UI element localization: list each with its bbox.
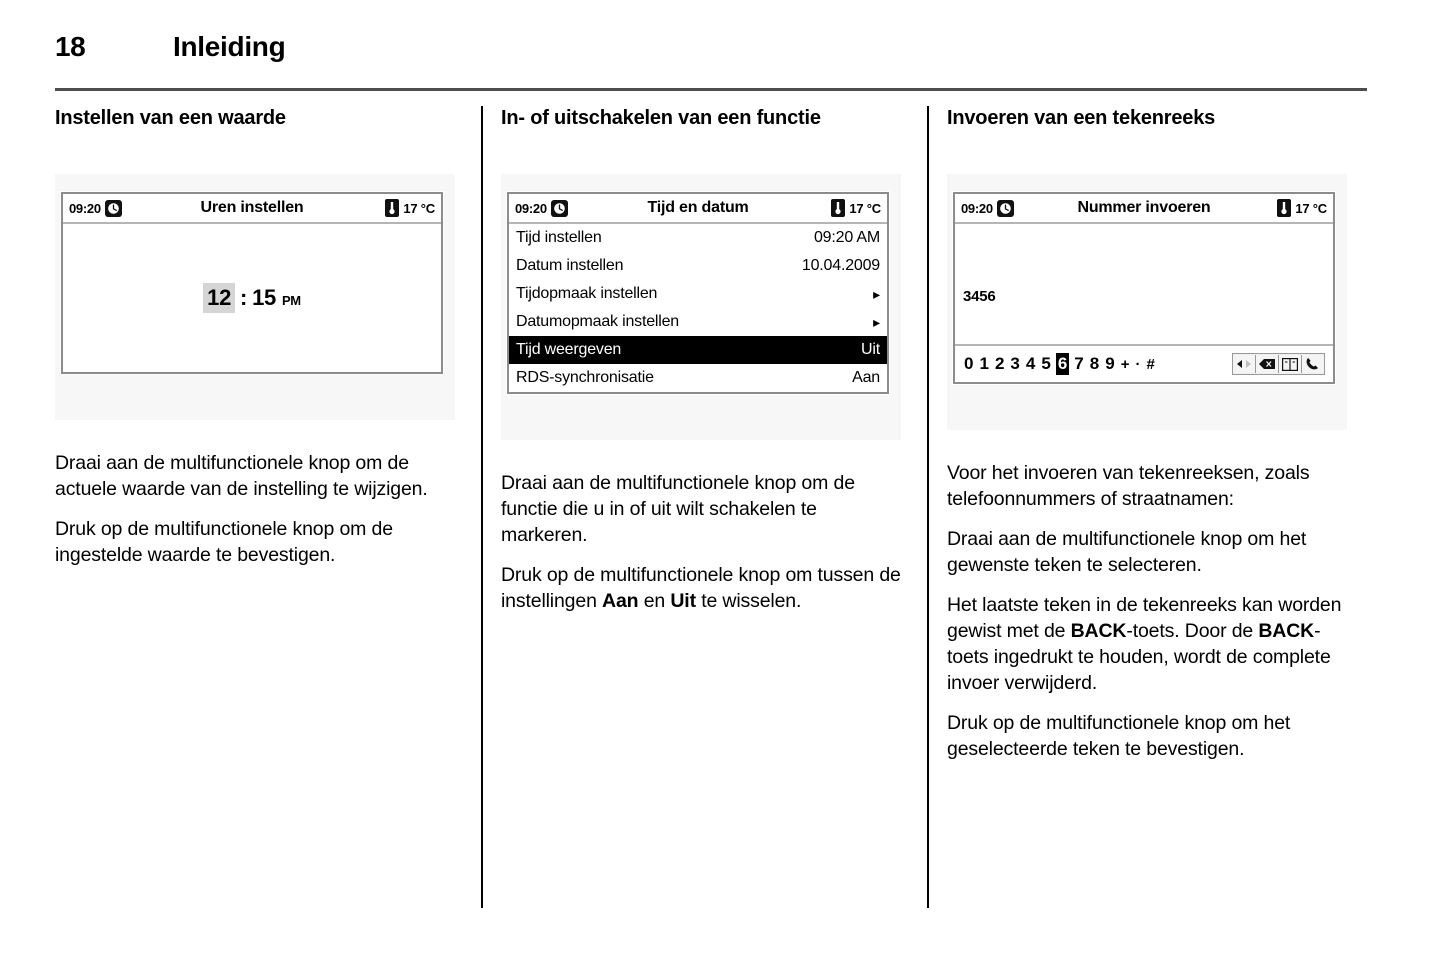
menu-item-datum-instellen[interactable] xyxy=(509,252,887,280)
column-heading: Instellen van een waarde xyxy=(55,107,286,129)
column-heading: Invoeren van een tekenreeks xyxy=(947,107,1216,129)
status-left xyxy=(69,200,122,217)
status-temperature: 17 °C xyxy=(403,200,435,216)
entry-text-area[interactable] xyxy=(955,224,1333,346)
settings-menu-list xyxy=(509,224,887,392)
softkey-group xyxy=(1232,353,1325,375)
menu-item-label: Datum instellen xyxy=(516,257,624,274)
bold-back-1: BACK xyxy=(1070,620,1127,642)
status-right xyxy=(831,199,881,217)
text-before: Druk op de multifunctionele knop om tussen de instellingen xyxy=(501,564,901,612)
char-8[interactable]: 8 xyxy=(1089,354,1100,373)
submenu-arrow-icon: ▸ xyxy=(873,313,880,330)
figure-set-value xyxy=(55,174,455,420)
status-temperature: 17 °C xyxy=(849,200,881,216)
status-left xyxy=(961,200,1014,217)
phonebook-icon[interactable] xyxy=(1279,355,1302,373)
thermometer-icon xyxy=(1277,199,1291,217)
left-right-arrows-icon[interactable] xyxy=(1233,355,1256,373)
bold-back-2: BACK xyxy=(1258,620,1315,642)
content-columns xyxy=(55,106,1373,914)
paragraph: Druk op de multifunctionele knop om de ingestelde waarde te bevestigen. xyxy=(55,518,393,566)
paragraph: Draai aan de multifunctionele knop om het gewenste teken te selecteren. xyxy=(947,528,1307,576)
status-title: Nummer invoeren xyxy=(1077,199,1211,216)
character-strip xyxy=(963,353,1156,375)
menu-item-label: Tijd weergeven xyxy=(516,341,622,358)
menu-item-tijdopmaak-instellen[interactable] xyxy=(509,280,887,308)
column-divider xyxy=(927,106,929,908)
time-value xyxy=(203,283,301,313)
status-time: 09:20 xyxy=(515,200,547,216)
paragraph-toggle xyxy=(501,562,905,614)
text-after: te wisselen. xyxy=(695,590,802,612)
column-heading: In- of uitschakelen van een functie xyxy=(501,107,821,129)
menu-item-value: Aan xyxy=(852,369,880,386)
figure-enter-character-string xyxy=(947,174,1347,430)
backspace-icon[interactable] xyxy=(1256,355,1279,373)
menu-item-label: RDS-synchronisatie xyxy=(516,369,654,386)
text-middle: en xyxy=(638,590,671,612)
status-right xyxy=(1277,199,1327,217)
hours-value-highlighted[interactable]: 12 xyxy=(203,283,235,313)
bold-uit: Uit xyxy=(670,590,696,612)
character-selection-bar xyxy=(955,346,1333,382)
column-body-text xyxy=(55,450,459,568)
column-divider xyxy=(481,106,483,908)
phone-handset-icon[interactable] xyxy=(1302,355,1324,373)
text-before: Het laatste teken in de tekenreeks kan worden gewist met de xyxy=(947,594,1342,642)
clock-icon xyxy=(997,200,1014,217)
minutes-value[interactable]: 15 xyxy=(252,285,276,310)
paragraph: Draai aan de multifunctionele knop om de functie die u in of uit wilt schakelen te markeren. xyxy=(501,472,855,546)
char-0[interactable]: 0 xyxy=(964,354,974,373)
char-1[interactable]: 1 xyxy=(979,354,989,373)
ampm-value: PM xyxy=(281,293,301,308)
menu-item-label: Datumopmaak instellen xyxy=(516,313,679,330)
clock-icon xyxy=(105,200,122,217)
menu-item-label: Tijdopmaak instellen xyxy=(516,285,658,302)
menu-item-tijd-instellen[interactable] xyxy=(509,224,887,252)
char-3[interactable]: 3 xyxy=(1010,354,1020,373)
display-screen xyxy=(507,192,889,394)
char-dot[interactable]: · xyxy=(1135,355,1141,373)
char-7[interactable]: 7 xyxy=(1074,354,1084,373)
page-header xyxy=(55,22,1367,72)
status-bar xyxy=(955,194,1333,224)
header-divider-rule xyxy=(55,88,1367,91)
page-title: Inleiding xyxy=(173,31,286,62)
value-display-area xyxy=(63,224,441,372)
menu-item-tijd-weergeven[interactable] xyxy=(509,336,887,364)
menu-item-label: Tijd instellen xyxy=(516,229,602,246)
char-4[interactable]: 4 xyxy=(1025,354,1036,373)
menu-item-value: 09:20 AM xyxy=(813,229,880,246)
status-time: 09:20 xyxy=(69,200,101,216)
menu-item-datumopmaak-instellen[interactable] xyxy=(509,308,887,336)
text-after: -toets ingedrukt te houden, wordt de complete invoer verwijderd. xyxy=(947,620,1331,694)
time-separator: : xyxy=(240,285,248,310)
page-number: 18 xyxy=(55,31,86,62)
status-title: Uren instellen xyxy=(200,199,304,216)
paragraph: Draai aan de multifunctionele knop om de actuele waarde van de instelling te wijzigen. xyxy=(55,452,428,500)
char-5[interactable]: 5 xyxy=(1041,354,1051,373)
status-time: 09:20 xyxy=(961,200,993,216)
menu-item-value: 10.04.2009 xyxy=(801,257,880,274)
status-bar xyxy=(509,194,887,224)
status-title: Tijd en datum xyxy=(647,199,749,216)
column-toggle-function xyxy=(501,106,927,914)
thermometer-icon xyxy=(831,199,845,217)
display-screen xyxy=(61,192,443,374)
char-2[interactable]: 2 xyxy=(994,354,1005,373)
char-hash[interactable]: # xyxy=(1146,355,1155,373)
entered-value: 3456 xyxy=(963,288,996,305)
bold-aan: Aan xyxy=(602,590,639,612)
char-9[interactable]: 9 xyxy=(1105,354,1115,373)
char-plus[interactable]: + xyxy=(1120,355,1130,373)
column-body-text xyxy=(501,470,905,614)
menu-item-rds-synchronisatie[interactable] xyxy=(509,364,887,392)
display-screen xyxy=(953,192,1335,384)
status-bar xyxy=(63,194,441,224)
clock-icon xyxy=(551,200,568,217)
status-left xyxy=(515,200,568,217)
column-enter-character-string xyxy=(947,106,1373,914)
text-middle: -toets. Door de xyxy=(1126,620,1259,642)
menu-item-value: Uit xyxy=(861,341,880,358)
submenu-arrow-icon: ▸ xyxy=(873,285,880,302)
char-6-selected[interactable]: 6 xyxy=(1057,354,1068,373)
status-right xyxy=(385,199,435,217)
paragraph: Voor het invoeren van tekenreeksen, zoals telefoonnummers of straatnamen: xyxy=(947,462,1310,510)
figure-toggle-function xyxy=(501,174,901,440)
status-temperature: 17 °C xyxy=(1295,200,1327,216)
paragraph-back xyxy=(947,592,1351,696)
column-set-value xyxy=(55,106,481,914)
column-body-text xyxy=(947,460,1351,762)
thermometer-icon xyxy=(385,199,399,217)
paragraph: Druk op de multifunctionele knop om het geselecteerde teken te bevestigen. xyxy=(947,712,1291,760)
